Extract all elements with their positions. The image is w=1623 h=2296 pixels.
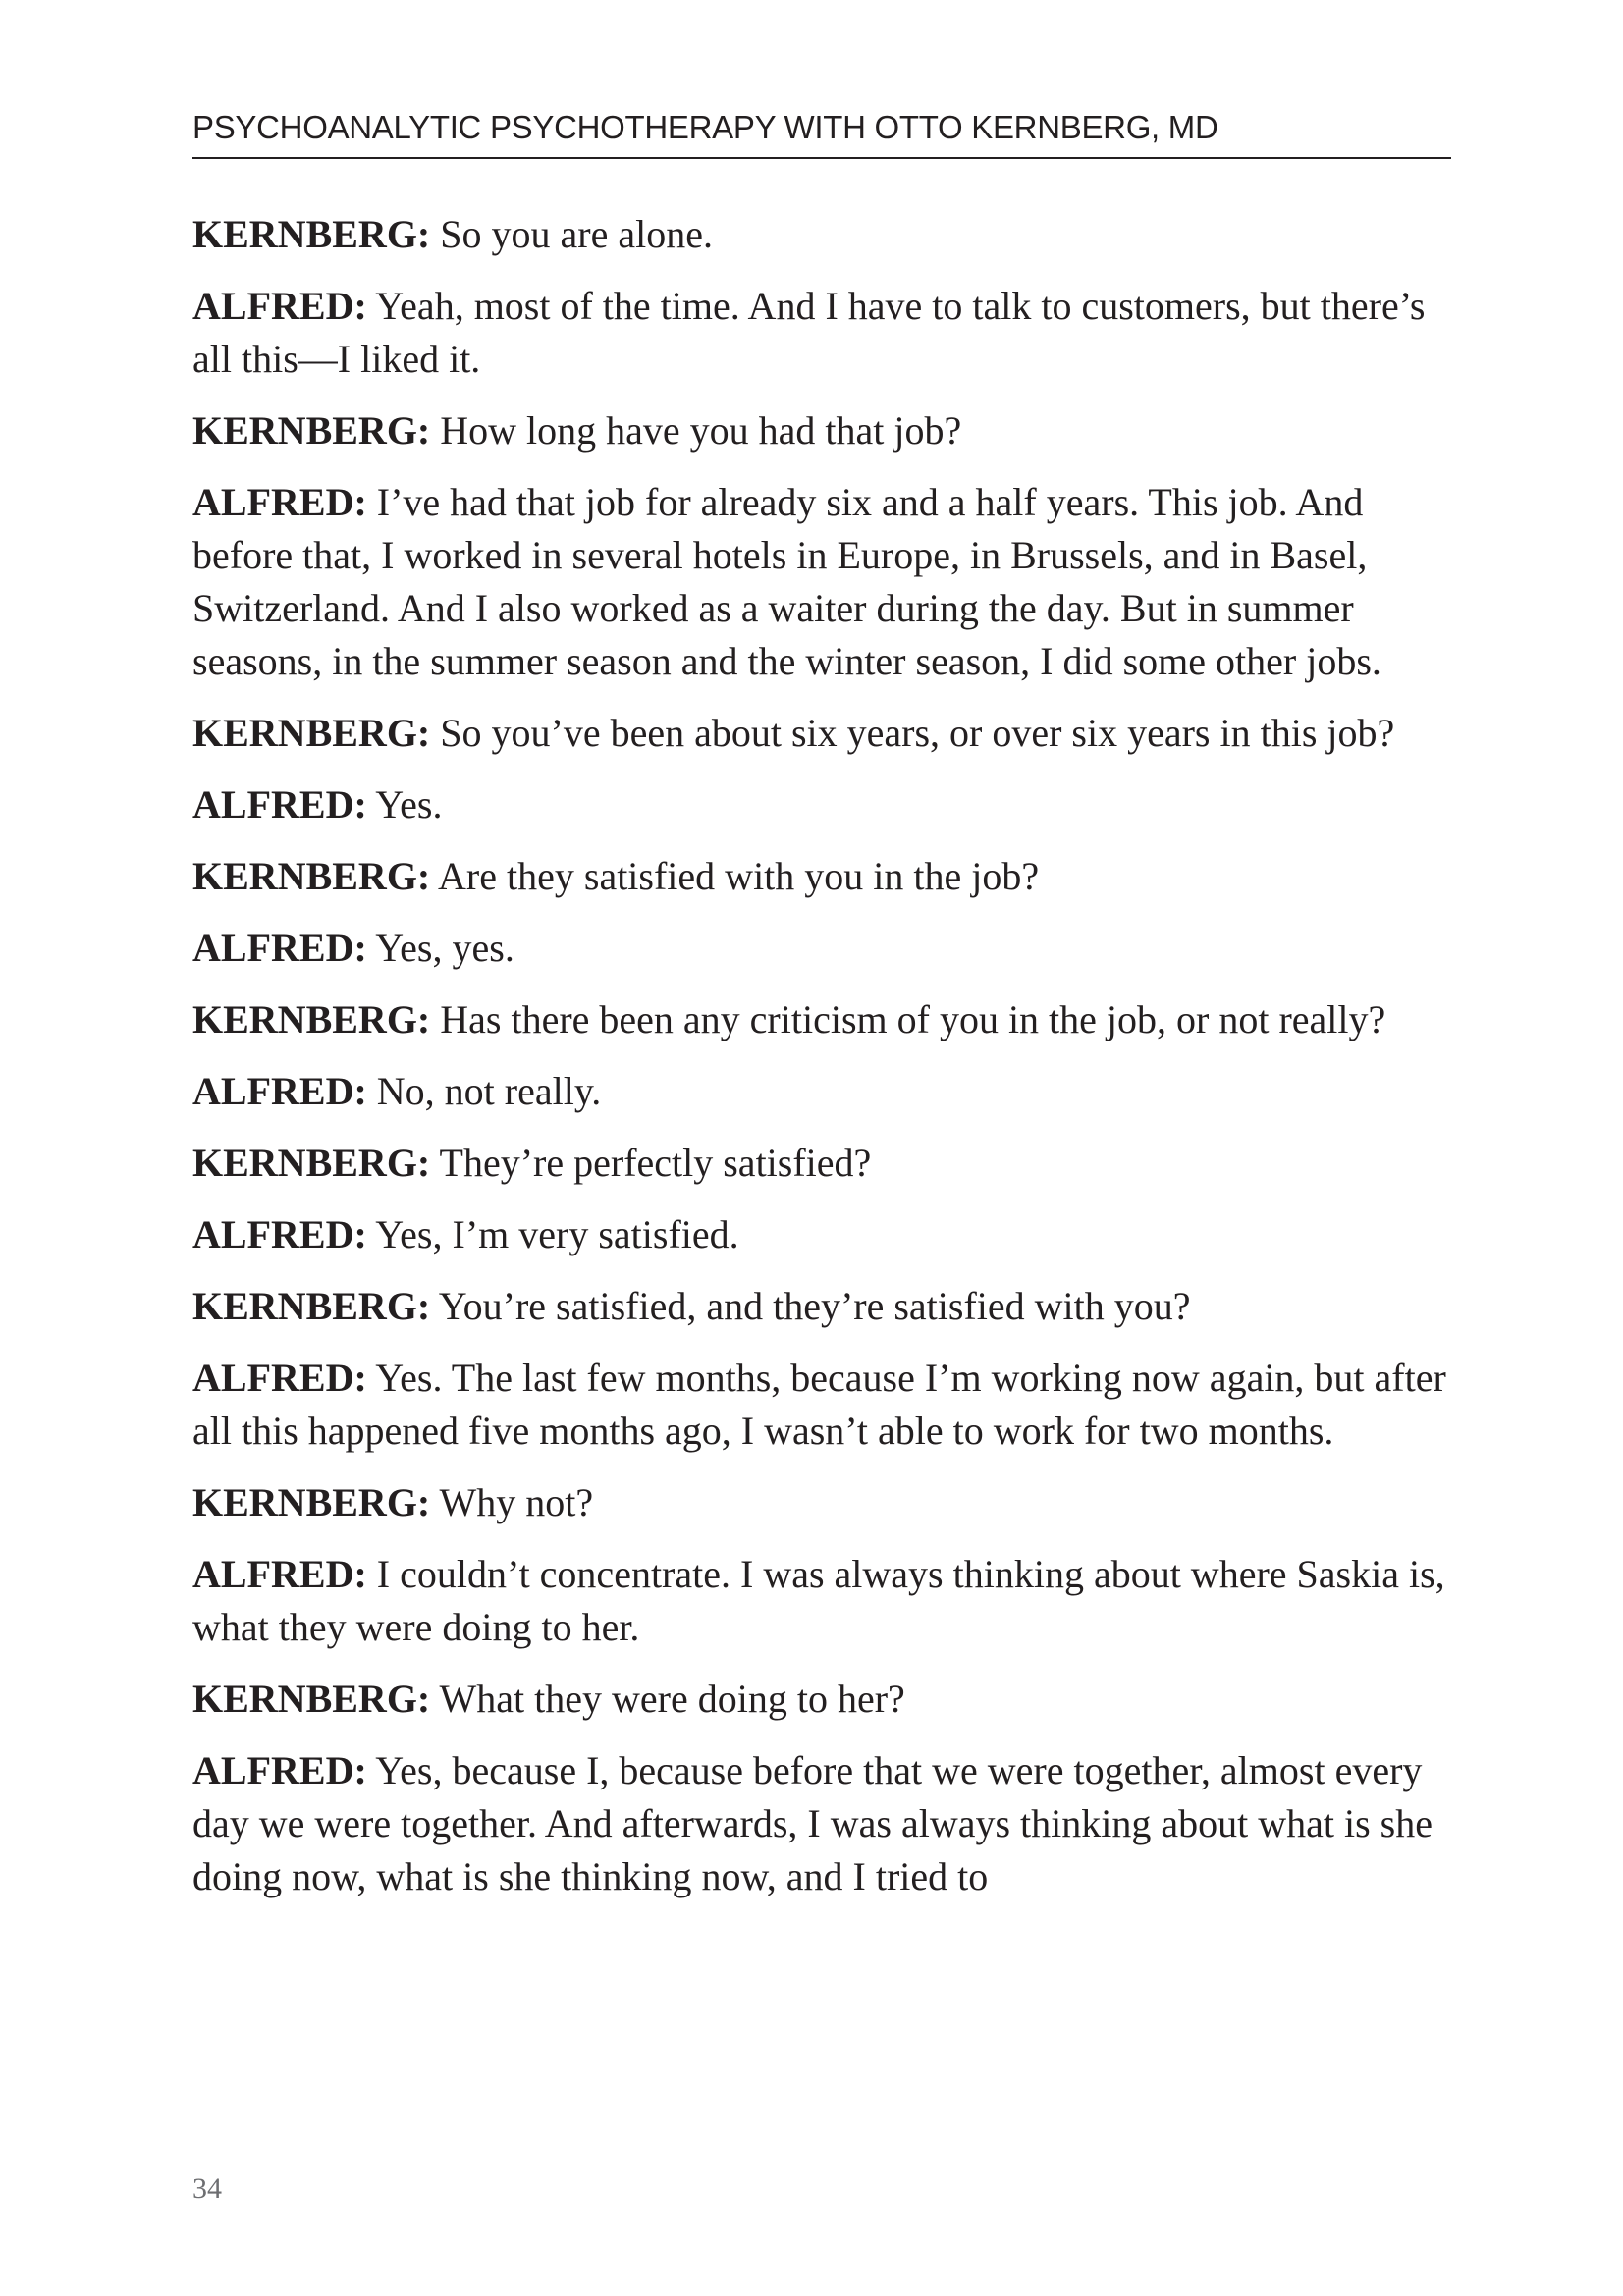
speaker-label: ALFRED: [192, 1748, 367, 1792]
dialogue-turn [192, 1352, 1459, 1458]
dialogue-turn [192, 1280, 1459, 1333]
dialogue-turn [192, 1065, 1459, 1118]
dialogue-turn [192, 993, 1459, 1046]
dialogue-turn [192, 280, 1459, 386]
turn-text: Yeah, most of the time. And I have to talk to customers, but there’s all this—I liked it. [192, 284, 1426, 381]
turn-text: So you are alone. [440, 212, 713, 256]
dialogue-body [192, 208, 1459, 1922]
speaker-label: KERNBERG: [192, 1141, 431, 1185]
dialogue-turn [192, 476, 1459, 688]
dialogue-turn [192, 922, 1459, 975]
turn-text: Yes, because I, because before that we were together, almost every day we were together. And afterwards, I was always thinking about what is she doing now, what is she thinking now, and I tried to [192, 1748, 1433, 1898]
turn-text: I couldn’t concentrate. I was always thinking about where Saskia is, what they were doing to her. [192, 1552, 1445, 1649]
dialogue-turn [192, 404, 1459, 457]
turn-text: What they were doing to her? [439, 1677, 905, 1721]
dialogue-turn [192, 707, 1459, 760]
turn-text: They’re perfectly satisfied? [439, 1141, 872, 1185]
speaker-label: ALFRED: [192, 1212, 367, 1256]
turn-text: So you’ve been about six years, or over six years in this job? [440, 711, 1395, 755]
dialogue-turn [192, 1673, 1459, 1726]
dialogue-turn [192, 1476, 1459, 1529]
speaker-label: ALFRED: [192, 782, 367, 827]
speaker-label: ALFRED: [192, 1356, 367, 1400]
speaker-label: KERNBERG: [192, 212, 431, 256]
turn-text: You’re satisfied, and they’re satisfied with you? [438, 1284, 1191, 1328]
speaker-label: KERNBERG: [192, 997, 431, 1041]
turn-text: How long have you had that job? [440, 408, 962, 453]
dialogue-turn [192, 850, 1459, 903]
speaker-label: ALFRED: [192, 1552, 367, 1596]
dialogue-turn [192, 208, 1459, 261]
speaker-label: ALFRED: [192, 926, 367, 970]
turn-text: Are they satisfied with you in the job? [438, 854, 1040, 898]
dialogue-turn [192, 1137, 1459, 1190]
turn-text: Yes, yes. [375, 926, 514, 970]
turn-text: No, not really. [376, 1069, 602, 1113]
turn-text: Yes. The last few months, because I’m working now again, but after all this happened five months ago, I wasn’t able to work for two months. [192, 1356, 1446, 1453]
speaker-label: KERNBERG: [192, 1284, 431, 1328]
speaker-label: KERNBERG: [192, 408, 431, 453]
turn-text: I’ve had that job for already six and a half years. This job. And before that, I worked in several hotels in Europe, in Brussels, and in Basel, Switzerland. And I also worked as a waiter during the day. But in summer seasons, in the summer season and the winter season, I did some other jobs. [192, 480, 1381, 683]
speaker-label: ALFRED: [192, 284, 367, 328]
dialogue-turn [192, 778, 1459, 831]
page-number: 34 [192, 2172, 222, 2205]
dialogue-turn [192, 1548, 1459, 1654]
turn-text: Has there been any criticism of you in the job, or not really? [440, 997, 1386, 1041]
speaker-label: KERNBERG: [192, 854, 431, 898]
turn-text: Yes. [375, 782, 443, 827]
dialogue-turn [192, 1208, 1459, 1261]
header-rule [192, 157, 1451, 159]
speaker-label: ALFRED: [192, 480, 367, 524]
speaker-label: KERNBERG: [192, 711, 431, 755]
speaker-label: KERNBERG: [192, 1480, 431, 1524]
running-head: PSYCHOANALYTIC PSYCHOTHERAPY WITH OTTO KERNBERG, MD [192, 109, 1218, 145]
dialogue-turn [192, 1744, 1459, 1903]
turn-text: Yes, I’m very satisfied. [375, 1212, 739, 1256]
turn-text: Why not? [439, 1480, 594, 1524]
speaker-label: ALFRED: [192, 1069, 367, 1113]
speaker-label: KERNBERG: [192, 1677, 431, 1721]
